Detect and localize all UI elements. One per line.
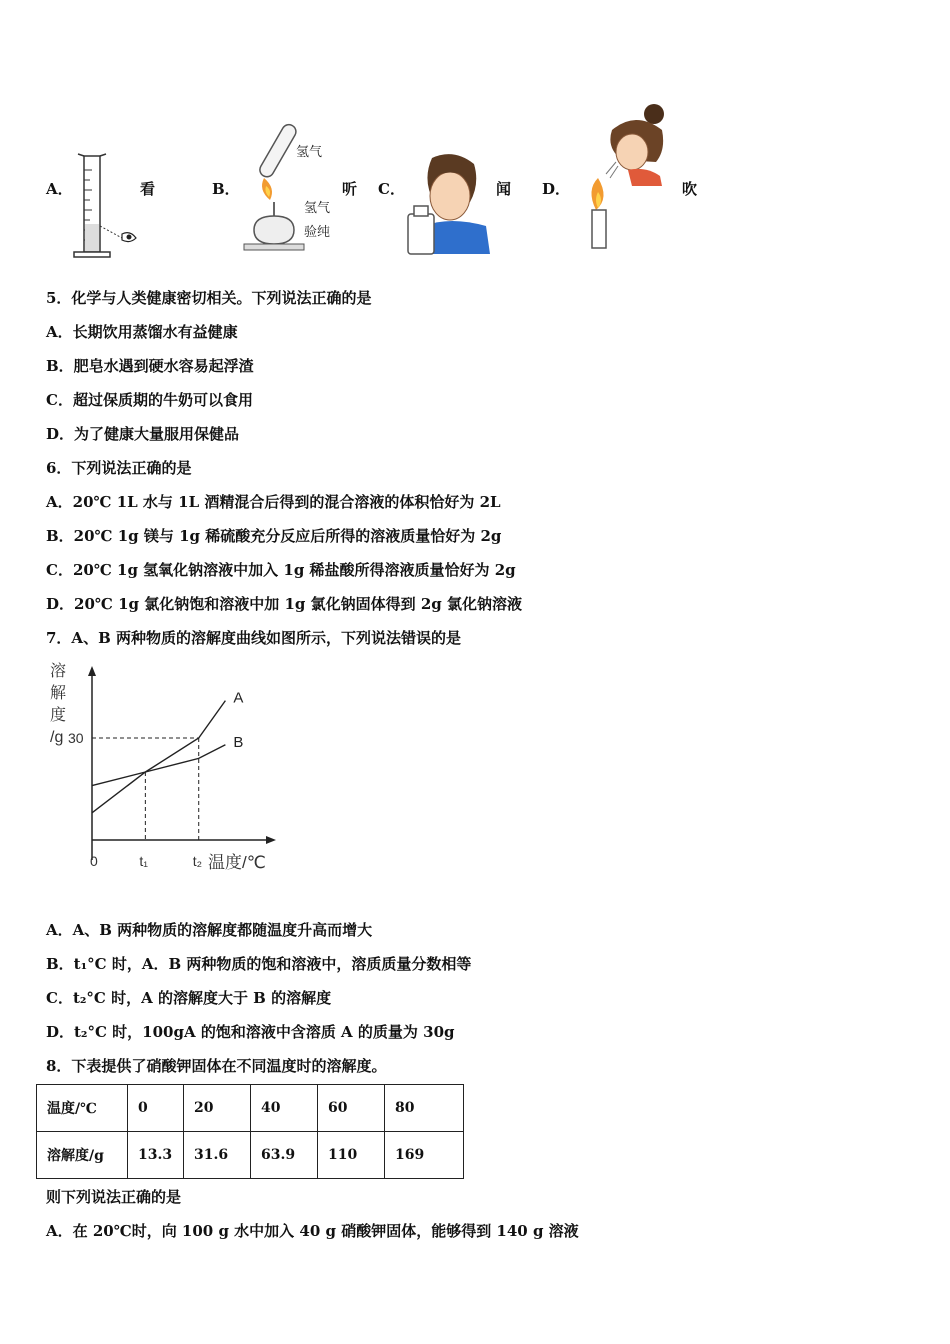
table-cell: 40 xyxy=(251,1085,318,1132)
q4-option-a-word: 看 xyxy=(140,180,156,198)
series-line-a xyxy=(92,701,225,813)
q5-stem: 5．化学与人类健康密切相关。下列说法正确的是 xyxy=(46,289,372,307)
series-line-b xyxy=(92,745,225,786)
hydrogen-purity-test-figure xyxy=(236,120,356,260)
table-cell: 60 xyxy=(318,1085,385,1132)
hydrogen-label-bottom: 氢气 xyxy=(304,200,331,215)
q4-option-c-word: 闻 xyxy=(496,180,512,198)
q8-followup: 则下列说法正确的是 xyxy=(46,1188,182,1206)
table-cell: 63.9 xyxy=(251,1132,318,1179)
y-tick-label: 30 xyxy=(68,730,84,746)
y-axis-label-char: 溶 xyxy=(50,663,67,680)
solubility-table xyxy=(36,1084,464,1179)
hydrogen-label-top: 氢气 xyxy=(296,144,323,159)
q6-option-c: C．20℃ 1g 氢氧化钠溶液中加入 1g 稀盐酸所得溶液质量恰好为 2g xyxy=(46,561,516,579)
q7-stem: 7．A、B 两种物质的溶解度曲线如图所示，下列说法错误的是 xyxy=(46,629,461,647)
x-tick-label: t₁ xyxy=(139,853,148,869)
smelling-bottle-figure xyxy=(404,150,494,260)
table-row xyxy=(37,1132,464,1179)
q4-option-a-letter: A． xyxy=(46,180,73,198)
q4-option-d-word: 吹 xyxy=(682,180,698,198)
series-label-a: A xyxy=(233,689,244,707)
y-axis-arrow xyxy=(88,666,96,676)
table-cell: 13.3 xyxy=(128,1132,184,1179)
q6-stem: 6．下列说法正确的是 xyxy=(46,459,192,477)
q8-stem: 8．下表提供了硝酸钾固体在不同温度时的溶解度。 xyxy=(46,1057,387,1075)
q6-option-b: B．20℃ 1g 镁与 1g 稀硫酸充分反应后所得的溶液质量恰好为 2g xyxy=(46,527,502,545)
x-tick-label: t₂ xyxy=(192,853,203,869)
table-cell: 80 xyxy=(385,1085,464,1132)
x-axis-arrow xyxy=(266,836,276,844)
table-row xyxy=(37,1085,464,1132)
q7-option-a: A．A、B 两种物质的溶解度都随温度升高而增大 xyxy=(46,921,373,939)
table-cell: 169 xyxy=(385,1132,464,1179)
q7-option-c: C．t₂°C 时，A 的溶解度大于 B 的溶解度 xyxy=(46,989,332,1007)
table-cell: 20 xyxy=(184,1085,251,1132)
q7-option-b: B．t₁°C 时，A．B 两种物质的饱和溶液中，溶质质量分数相等 xyxy=(46,955,472,973)
q5-option-d: D．为了健康大量服用保健品 xyxy=(46,425,240,443)
table-cell: 0 xyxy=(128,1085,184,1132)
graduated-cylinder-figure xyxy=(70,150,142,260)
table-cell: 溶解度/g xyxy=(37,1132,128,1179)
x-axis-label: 温度/℃ xyxy=(208,853,266,872)
q7-option-d: D．t₂°C 时，100gA 的饱和溶液中含溶质 A 的质量为 30g xyxy=(46,1023,455,1041)
q5-option-a: A．长期饮用蒸馏水有益健康 xyxy=(46,323,238,341)
y-axis-label xyxy=(50,662,66,746)
blowing-candle-figure xyxy=(576,100,680,256)
q4-option-b-word: 听 xyxy=(342,180,358,198)
table-cell: 31.6 xyxy=(184,1132,251,1179)
y-axis-label-char: 解 xyxy=(50,685,67,702)
q4-option-c-letter: C． xyxy=(378,180,405,198)
purity-test-label: 验纯 xyxy=(304,224,331,239)
q5-option-b: B．肥皂水遇到硬水容易起浮渣 xyxy=(46,357,254,375)
solubility-curve-chart xyxy=(46,660,286,880)
q8-option-a: A．在 20℃时，向 100 g 水中加入 40 g 硝酸钾固体，能够得到 140 g 溶液 xyxy=(46,1222,579,1240)
q6-option-a: A．20℃ 1L 水与 1L 酒精混合后得到的混合溶液的体积恰好为 2L xyxy=(46,493,501,511)
series-label-b: B xyxy=(233,733,244,751)
q5-option-c: C．超过保质期的牛奶可以食用 xyxy=(46,391,253,409)
q6-option-d: D．20℃ 1g 氯化钠饱和溶液中加 1g 氯化钠固体得到 2g 氯化钠溶液 xyxy=(46,595,522,613)
q4-option-d-letter: D． xyxy=(542,180,571,198)
table-cell: 温度/℃ xyxy=(37,1085,128,1132)
y-axis-label-char: 度 xyxy=(50,707,67,724)
q4-option-b-letter: B． xyxy=(212,180,240,198)
y-axis-label-char: /g xyxy=(50,729,64,746)
x-tick-label: 0 xyxy=(90,853,98,869)
table-cell: 110 xyxy=(318,1132,385,1179)
